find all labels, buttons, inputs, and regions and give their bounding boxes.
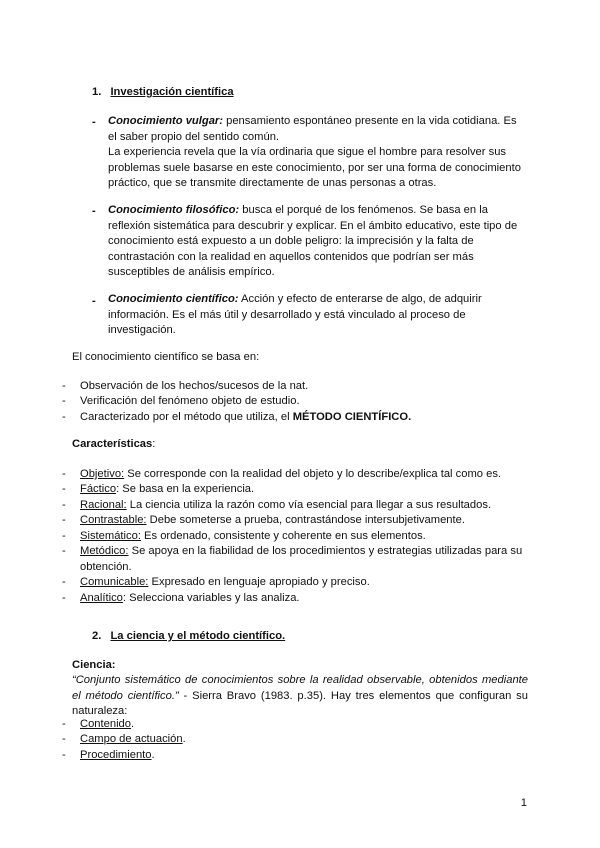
knowledge-extra: La experiencia revela que la vía ordinaria que sigue el hombre para resolver sus problemas suele basarse en este conocimiento, por ser una forma de conocimiento práctico, que se transmite directamente de unas personas a otras.: [108, 146, 521, 189]
knowledge-text: Acción y efecto de enterarse de algo, de adquirir información. Es el más útil y desarrollado y está vinculado al proceso de investigación.: [108, 293, 482, 336]
section-2-heading: [92, 630, 285, 642]
basis-item: Observación de los hechos/sucesos de la nat.: [80, 380, 309, 392]
element-after: .: [182, 733, 186, 745]
bullet-dash: -: [62, 514, 66, 526]
element-label: Contenido: [80, 718, 132, 730]
section-2-number: 2.: [92, 630, 102, 642]
characteristic-item: [80, 513, 528, 529]
characteristic-label: Fáctico: [80, 483, 117, 495]
basis-last-text: Caracterizado por el método que utiliza, el: [80, 411, 293, 423]
ciencia-heading: Ciencia:: [72, 659, 116, 671]
ciencia-quote: “Conjunto sistemático de conocimientos sobre la realidad observable, obtenidos mediante el método científico.”: [72, 674, 528, 702]
characteristic-label: Racional:: [80, 499, 127, 511]
basis-last-strong: MÉTODO CIENTÍFICO.: [292, 411, 412, 423]
bullet-dash: -: [62, 733, 66, 745]
bullet-dash: -: [62, 592, 66, 604]
characteristic-label: Contrastable:: [80, 514, 147, 526]
knowledge-text: pensamiento espontáneo presente en la vida cotidiana. Es el saber propio del sentido común.: [108, 115, 517, 143]
element-after: .: [151, 749, 155, 761]
basis-intro: El conocimiento científico se basa en:: [72, 351, 260, 363]
characteristic-text: Es ordenado, consistente y coherente en sus elementos.: [140, 530, 426, 542]
bullet-dash: -: [92, 205, 96, 217]
characteristic-text: La ciencia utiliza la razón como vía esencial para llegar a sus resultados.: [126, 499, 492, 511]
knowledge-term: Conocimiento filosófico:: [108, 204, 240, 216]
bullet-dash: -: [62, 530, 66, 542]
characteristic-label: Sistemático:: [80, 530, 141, 542]
bullet-dash: -: [62, 411, 66, 423]
characteristic-text: Se apoya en la fiabilidad de los procedimientos y estrategias utilizadas para su obtención.: [80, 545, 523, 573]
characteristic-label: Objetivo:: [80, 468, 125, 480]
bullet-dash: -: [62, 483, 66, 495]
basis-item: Verificación del fenómeno objeto de estudio.: [80, 395, 300, 407]
section-1-heading: [92, 86, 234, 98]
section-2-title: La ciencia y el método científico.: [110, 630, 286, 642]
knowledge-cientifico: [108, 292, 508, 339]
knowledge-vulgar: [108, 114, 528, 192]
bullet-dash: -: [62, 749, 66, 761]
characteristic-item: [80, 575, 528, 591]
characteristic-label: Analítico: [80, 592, 123, 604]
characteristic-item: [80, 467, 528, 483]
bullet-dash: -: [92, 116, 96, 128]
characteristic-text: Expresado en lenguaje apropiado y preciso.: [148, 576, 370, 588]
characteristics-heading: [72, 438, 155, 450]
element-item: [80, 748, 528, 764]
characteristic-item: [80, 498, 528, 514]
knowledge-term: Conocimiento científico:: [108, 293, 239, 305]
element-label: Procedimiento: [80, 749, 152, 761]
characteristic-text: : Selecciona variables y las analiza.: [122, 592, 300, 604]
characteristic-label: Metódico:: [80, 545, 129, 557]
characteristic-text: Debe someterse a prueba, contrastándose intersubjetivamente.: [146, 514, 465, 526]
characteristic-text: Se corresponde con la realidad del objeto y lo describe/explica tal como es.: [124, 468, 502, 480]
bullet-dash: -: [62, 576, 66, 588]
characteristics-heading-text: Características: [72, 438, 153, 450]
section-1-number: 1.: [92, 86, 102, 98]
element-label: Campo de actuación: [80, 733, 183, 745]
bullet-dash: -: [62, 499, 66, 511]
characteristic-text: : Se basa en la experiencia.: [116, 483, 255, 495]
element-item: [80, 717, 528, 733]
knowledge-term: Conocimiento vulgar:: [108, 115, 223, 127]
characteristics-colon: :: [152, 438, 156, 450]
section-1-title: Investigación científica: [110, 86, 234, 98]
bullet-dash: -: [62, 468, 66, 480]
bullet-dash: -: [62, 395, 66, 407]
knowledge-filosofico: [108, 203, 518, 281]
knowledge-text: busca el porqué de los fenómenos. Se basa en la reflexión sistemática para descubrir y explicar. En el ámbito educativo, este tipo de conocimiento está expuesto a un doble peligro: la imprecisión y la falta de contrastación con la realidad en aquellos contenidos que podrían ser más susceptibles de análisis empírico.: [108, 204, 518, 278]
characteristic-item: [80, 482, 528, 498]
bullet-dash: -: [92, 295, 96, 307]
characteristic-label: Comunicable:: [80, 576, 149, 588]
page-number: 1: [520, 797, 527, 809]
ciencia-definition: [72, 673, 528, 720]
characteristic-item: [80, 544, 528, 575]
ciencia-rest: - Sierra Bravo (1983. p.35). Hay tres elementos que configuran su naturaleza:: [72, 689, 528, 717]
bullet-dash: -: [62, 545, 66, 557]
element-item: [80, 732, 528, 748]
characteristic-item: [80, 529, 528, 545]
basis-item-method: [80, 410, 528, 426]
characteristic-item: [80, 591, 528, 607]
bullet-dash: -: [62, 380, 66, 392]
bullet-dash: -: [62, 718, 66, 730]
element-after: .: [131, 718, 135, 730]
